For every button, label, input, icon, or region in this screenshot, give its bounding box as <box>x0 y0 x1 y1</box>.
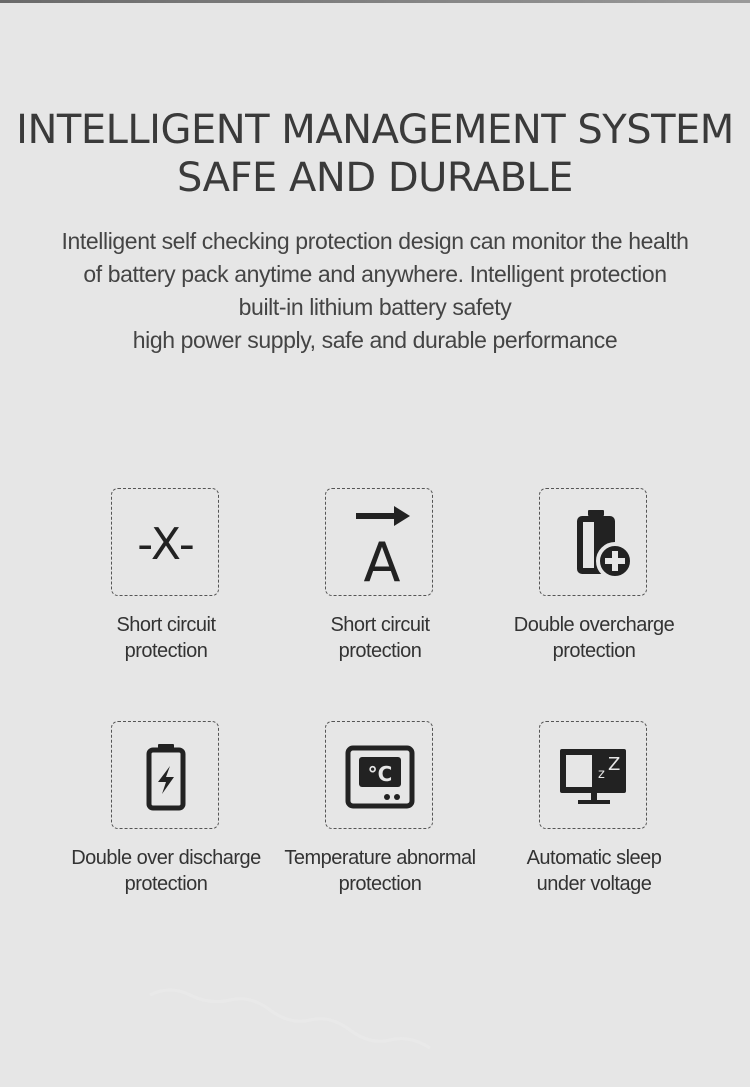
intro-paragraph <box>0 225 750 357</box>
device-dot <box>384 794 390 800</box>
ampere-letter: A <box>363 531 401 594</box>
arrow-shaft <box>356 513 394 519</box>
feature-label-line1: Short circuit <box>116 614 216 636</box>
feature-label <box>474 612 714 664</box>
device-dot <box>394 794 400 800</box>
plus-vertical <box>612 551 618 571</box>
battery-lightning-glyph <box>112 722 220 830</box>
sleep-small-z: z <box>598 767 605 782</box>
battery-plus-icon <box>539 488 647 596</box>
feature-label <box>260 845 500 897</box>
lightning-bolt <box>158 766 174 794</box>
feature-label-line1: Double over discharge <box>71 847 261 869</box>
monitor-sleep-glyph <box>540 722 648 830</box>
feature-label <box>46 612 286 664</box>
feature-label <box>474 845 714 897</box>
page-title-line1: INTELLIGENT MANAGEMENT SYSTEM <box>16 107 734 153</box>
intro-line: of battery pack anytime and anywhere. Intelligent protection <box>83 261 667 287</box>
feature-label-line1: Short circuit <box>330 614 430 636</box>
short-circuit-glyph <box>112 489 220 597</box>
short-circuit-symbol: -X- <box>137 519 195 570</box>
feature-label-line2: under voltage <box>536 873 652 895</box>
overcurrent-glyph <box>326 489 434 597</box>
monitor-window <box>566 755 592 787</box>
battery-window <box>583 522 594 568</box>
feature-label-line1: Temperature abnormal <box>284 847 476 869</box>
feature-label-line2: protection <box>124 873 208 895</box>
intro-line: built-in lithium battery safety <box>238 294 512 320</box>
faint-watermark <box>140 975 500 1055</box>
monitor-neck <box>591 793 597 800</box>
intro-line: high power supply, safe and durable performance <box>132 327 618 353</box>
battery-lightning-icon <box>111 721 219 829</box>
feature-label-line2: protection <box>552 640 636 662</box>
monitor-sleep-icon <box>539 721 647 829</box>
feature-label <box>260 612 500 664</box>
celsius-symbol: °C <box>367 762 393 786</box>
feature-label-line2: protection <box>124 640 208 662</box>
battery-terminal <box>588 510 604 516</box>
intro-line: Intelligent self checking protection design can monitor the health <box>61 228 689 254</box>
short-circuit-icon <box>111 488 219 596</box>
watermark-stroke <box>150 990 430 1048</box>
page-title-line2: SAFE AND DURABLE <box>177 155 573 201</box>
temperature-glyph <box>326 722 434 830</box>
overcurrent-icon <box>325 488 433 596</box>
monitor-stand <box>578 800 610 804</box>
arrow-head <box>394 506 410 526</box>
feature-label-line1: Automatic sleep <box>526 847 662 869</box>
feature-label-line1: Double overcharge <box>513 614 675 636</box>
temperature-icon <box>325 721 433 829</box>
battery-plus-glyph <box>540 489 648 597</box>
sleep-big-z: Z <box>608 754 621 775</box>
feature-label <box>46 845 286 897</box>
feature-label-line2: protection <box>338 640 422 662</box>
top-divider <box>0 0 750 3</box>
feature-label-line2: protection <box>338 873 422 895</box>
